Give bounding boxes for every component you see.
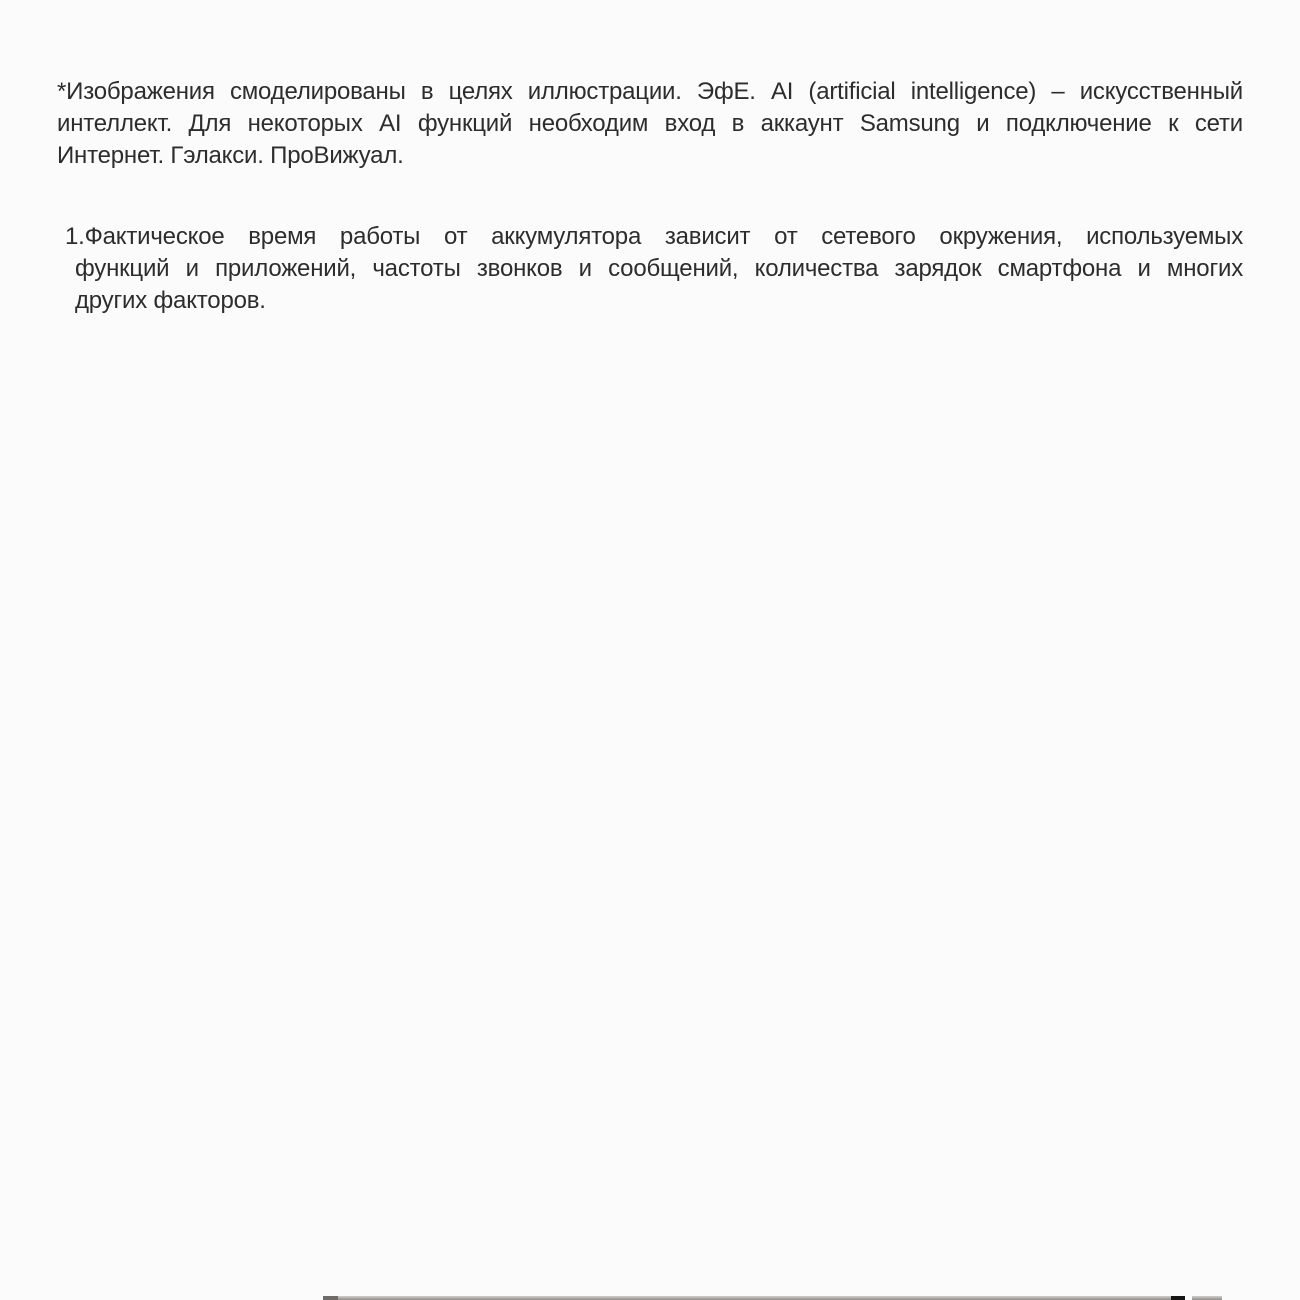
footnote-line-2: функций и приложений, частоты звонков и сообщений, количества зарядок смартфона и многих <box>75 255 1243 282</box>
battery-life-footnote <box>57 221 1243 317</box>
disclaimer-line-2: интеллект. Для некоторых AI функций необходим вход в аккаунт Samsung и подключение к сети <box>57 110 1243 137</box>
footnote-line-3: других факторов. <box>75 287 266 314</box>
disclaimer-line-1: *Изображения смоделированы в целях иллюстрации. ЭфЕ. AI (artificial intelligence) – искусственный <box>57 78 1243 105</box>
disclaimer-line-3: Интернет. Гэлакси. ПроВижуал. <box>57 142 404 169</box>
cropped-edge-bar <box>323 1296 1222 1300</box>
cropped-element-top-edge <box>0 1296 1300 1300</box>
cropped-edge-dark-segment <box>323 1296 338 1300</box>
legal-disclaimer <box>57 76 1243 172</box>
footnote-line-1: 1.Фактическое время работы от аккумулятора зависит от сетевого окружения, используемых <box>65 223 1243 250</box>
cropped-edge-black-segment <box>1171 1296 1185 1300</box>
cropped-edge-gap <box>1185 1296 1192 1300</box>
